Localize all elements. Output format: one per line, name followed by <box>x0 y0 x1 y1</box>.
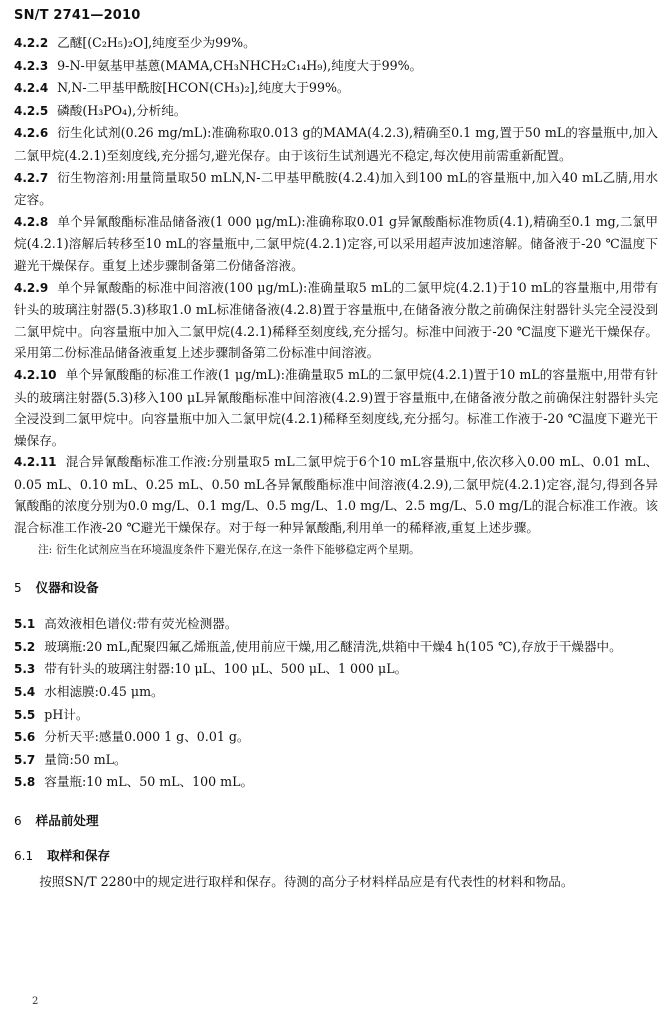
clause-text: 容量瓶:10 mL、50 mL、100 mL。 <box>44 774 254 790</box>
reagent-item <box>14 167 658 211</box>
clause-number: 5.3 <box>14 662 36 677</box>
clause-number: 4.2.7 <box>14 170 49 185</box>
equipment-item <box>14 613 658 636</box>
section-5-heading <box>14 577 658 600</box>
clause-text: 水相滤膜:0.45 μm。 <box>44 684 164 700</box>
section-6-heading <box>14 810 658 833</box>
clause-number: 5.4 <box>14 685 36 700</box>
note <box>14 541 658 559</box>
clause-text: 单个异氰酸酯的标准工作液(1 μg/mL):准确量取5 mL的二氯甲烷(4.2.1)置于10 mL的容量瓶中,用带有针头的玻璃注射器(5.3)移入100 μL异氰酸酯标准中间溶液(4.2.9)置于容量瓶中,在储备液分散之前确保注射器针头完全浸没到二氯甲烷中。向容量瓶中加入二氯甲烷(4.2.1)稀释至刻度线,充分摇匀。标准工作液于-20 ℃温度下避光干燥保存。 <box>14 366 658 448</box>
clause-number: 4.2.4 <box>14 81 49 96</box>
subsection-title: 取样和保存 <box>47 847 111 863</box>
equipment-item <box>14 749 658 772</box>
clause-number: 4.2.5 <box>14 103 49 118</box>
clause-text: 量筒:50 mL。 <box>44 751 127 767</box>
standard-code-header: SN/T 2741—2010 <box>14 8 141 23</box>
clause-text: 衍生物溶剂:用量筒量取50 mLN,N-二甲基甲酰胺(4.2.4)加入到100 mL的容量瓶中,加入40 mL乙腈,用水定容。 <box>14 169 658 208</box>
reagent-item <box>14 55 658 78</box>
clause-number: 5.5 <box>14 707 36 722</box>
clause-text: N,N-二甲基甲酰胺[HCON(CH₃)₂],纯度大于99%。 <box>57 80 350 96</box>
clause-text: 混合异氰酸酯标准工作液:分别量取5 mL二氯甲烷于6个10 mL容量瓶中,依次移入0.00 mL、0.01 mL、0.05 mL、0.10 mL、0.25 mL、0.50 mL各异氰酸酯标准中间溶液(4.2.9),二氯甲烷(4.2.1)定容,混匀,得到各异氰酸酯的浓度分别为0.0 mg/L、0.1 mg/L、0.5 mg/L、1.0 mg/L、2.5 mg/L、5.0 mg/L的混合标准工作液。该混合标准工作液-20 ℃避光干燥保存。对于每一种异氰酸酯,利用单一的稀释液,重复上述步骤。 <box>14 454 658 536</box>
document-body <box>14 32 658 893</box>
page-number: 2 <box>32 996 39 1007</box>
reagent-item <box>14 211 658 277</box>
reagent-item <box>14 100 658 123</box>
clause-number: 5.7 <box>14 752 36 767</box>
clause-number: 4.2.11 <box>14 455 57 470</box>
reagent-item <box>14 122 658 166</box>
clause-text: 9-N-甲氨基甲基蒽(MAMA,CH₃NHCH₂C₁₄H₉),纯度大于99%。 <box>57 57 423 73</box>
equipment-item <box>14 681 658 704</box>
equipment-item <box>14 726 658 749</box>
clause-number: 4.2.3 <box>14 58 49 73</box>
clause-text: 单个异氰酸酯标准品储备液(1 000 μg/mL):准确称取0.01 g异氰酸酯标准物质(4.1),精确至0.1 mg,二氯甲烷(4.2.1)溶解后转移至10 mL的容量瓶中,二氯甲烷(4.2.1)定容,可以采用超声波加速溶解。储备液于-20 ℃温度下避光干燥保存。重复上述步骤制备第二份储备溶液。 <box>14 213 658 273</box>
section-number: 6 <box>14 814 22 828</box>
clause-text: 带有针头的玻璃注射器:10 μL、100 μL、500 μL、1 000 μL。 <box>44 661 408 677</box>
clause-number: 5.8 <box>14 775 36 790</box>
equipment-item <box>14 704 658 727</box>
subsection-6-1-heading <box>14 845 658 868</box>
reagent-item <box>14 451 658 538</box>
section-number: 5 <box>14 580 22 595</box>
clause-text: 衍生化试剂(0.26 mg/mL):准确称取0.013 g的MAMA(4.2.3),精确至0.1 mg,置于50 mL的容量瓶中,加入二氯甲烷(4.2.1)至刻度线,充分摇匀,避光保存。由于该衍生试剂遇光不稳定,每次使用前需重新配置。 <box>14 125 658 163</box>
note-text: 衍生化试剂应当在环境温度条件下避光保存,在这一条件下能够稳定两个星期。 <box>56 543 420 556</box>
equipment-item <box>14 771 658 794</box>
clause-text: 玻璃瓶:20 mL,配聚四氟乙烯瓶盖,使用前应干燥,用乙醚清洗,烘箱中干燥4 h(105 ℃),存放于干燥器中。 <box>44 638 622 654</box>
clause-text: 乙醚[(C₂H₅)₂O],纯度至少为99%。 <box>57 35 256 50</box>
equipment-item <box>14 658 658 681</box>
clause-text: 磷酸(H₃PO₄),分析纯。 <box>57 102 187 118</box>
clause-text: 高效液相色谱仪:带有荧光检测器。 <box>44 616 238 632</box>
reagent-item <box>14 364 658 451</box>
clause-number: 4.2.10 <box>14 367 57 382</box>
reagent-item <box>14 32 658 55</box>
reagent-item <box>14 77 658 100</box>
clause-number: 4.2.8 <box>14 214 49 229</box>
sampling-paragraph: 按照SN/T 2280中的规定进行取样和保存。待测的高分子材料样品应是有代表性的材料和物品。 <box>39 874 574 890</box>
clause-number: 4.2.2 <box>14 36 49 50</box>
subsection-number: 6.1 <box>14 848 34 863</box>
clause-number: 5.1 <box>14 617 36 632</box>
reagent-item <box>14 277 658 364</box>
clause-text: pH计。 <box>44 706 89 722</box>
clause-number: 5.2 <box>14 639 36 654</box>
section-title: 样品前处理 <box>35 813 99 828</box>
clause-number: 4.2.9 <box>14 280 49 295</box>
clause-number: 4.2.6 <box>14 126 49 141</box>
clause-text: 单个异氰酸酯的标准中间溶液(100 μg/mL):准确量取5 mL的二氯甲烷(4.2.1)于10 mL的容量瓶中,用带有针头的玻璃注射器(5.3)移取1.0 mL标准储备液(4.2.8)置于容量瓶中,在储备液分散之前确保注射器针头完全浸没到二氯甲烷中。向容量瓶中加入二氯甲烷(4.2.1)稀释至刻度线,充分摇匀。标准中间液于-20 ℃温度下避光干燥保存。采用第二份标准品储备液重复上述步骤制备第二份标准中间溶液。 <box>14 279 658 361</box>
note-label: 注: <box>38 543 53 556</box>
section-title: 仪器和设备 <box>35 579 99 595</box>
clause-number: 5.6 <box>14 730 36 745</box>
clause-text: 分析天平:感量0.000 1 g、0.01 g。 <box>44 729 250 745</box>
equipment-item <box>14 636 658 659</box>
